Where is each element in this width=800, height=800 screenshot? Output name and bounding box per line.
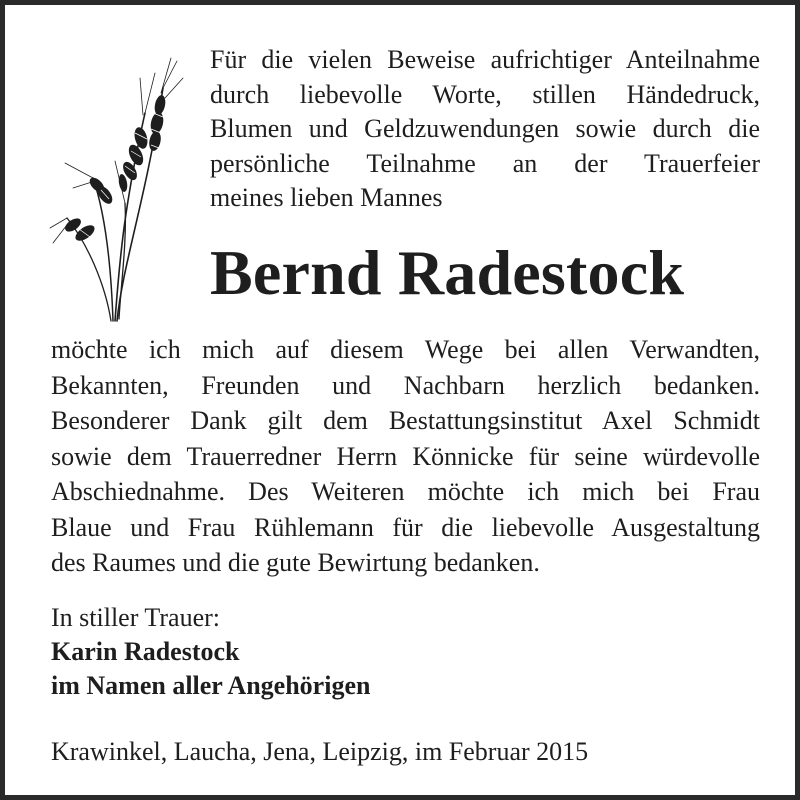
signature-on-behalf: im Namen aller Angehörigen [51, 671, 371, 700]
intro-text [210, 43, 760, 216]
body-line: Abschiednahme. Des Weiteren möchte ich mich bei Frau [51, 477, 760, 506]
signature-block [51, 601, 751, 703]
body-line: des Raumes und die gute Bewirtung bedanken. [51, 548, 540, 577]
place-date: Krawinkel, Laucha, Jena, Leipzig, im Februar 2015 [51, 737, 589, 766]
signature-intro: In stiller Trauer: [51, 603, 220, 632]
signature-name: Karin Radestock [51, 637, 240, 666]
intro-line: durch liebevolle Worte, stillen Händedruck, [210, 79, 760, 109]
body-line: Blaue und Frau Rühlemann für die liebevolle Ausgestaltung [51, 512, 760, 542]
intro-line: Blumen und Geldzuwendungen sowie durch die [210, 114, 760, 143]
intro-line: meines lieben Mannes [210, 183, 443, 212]
body-line: Bekannten, Freunden und Nachbarn herzlich bedanken. [51, 370, 760, 400]
body-line: Besonderer Dank gilt dem Bestattungsinstitut Axel Schmidt [51, 406, 760, 435]
wheat-ears-icon [45, 53, 185, 323]
intro-line: persönliche Teilnahme an der Trauerfeier [210, 148, 760, 178]
body-line: möchte ich mich auf diesem Wege bei allen Verwandten, [51, 335, 760, 364]
body-line: sowie dem Trauerredner Herrn Könnicke für seine würdevolle [51, 441, 760, 471]
body-text [51, 332, 760, 581]
intro-line: Für die vielen Beweise aufrichtiger Anteilnahme [210, 45, 760, 74]
deceased-name: Bernd Radestock [210, 237, 685, 308]
